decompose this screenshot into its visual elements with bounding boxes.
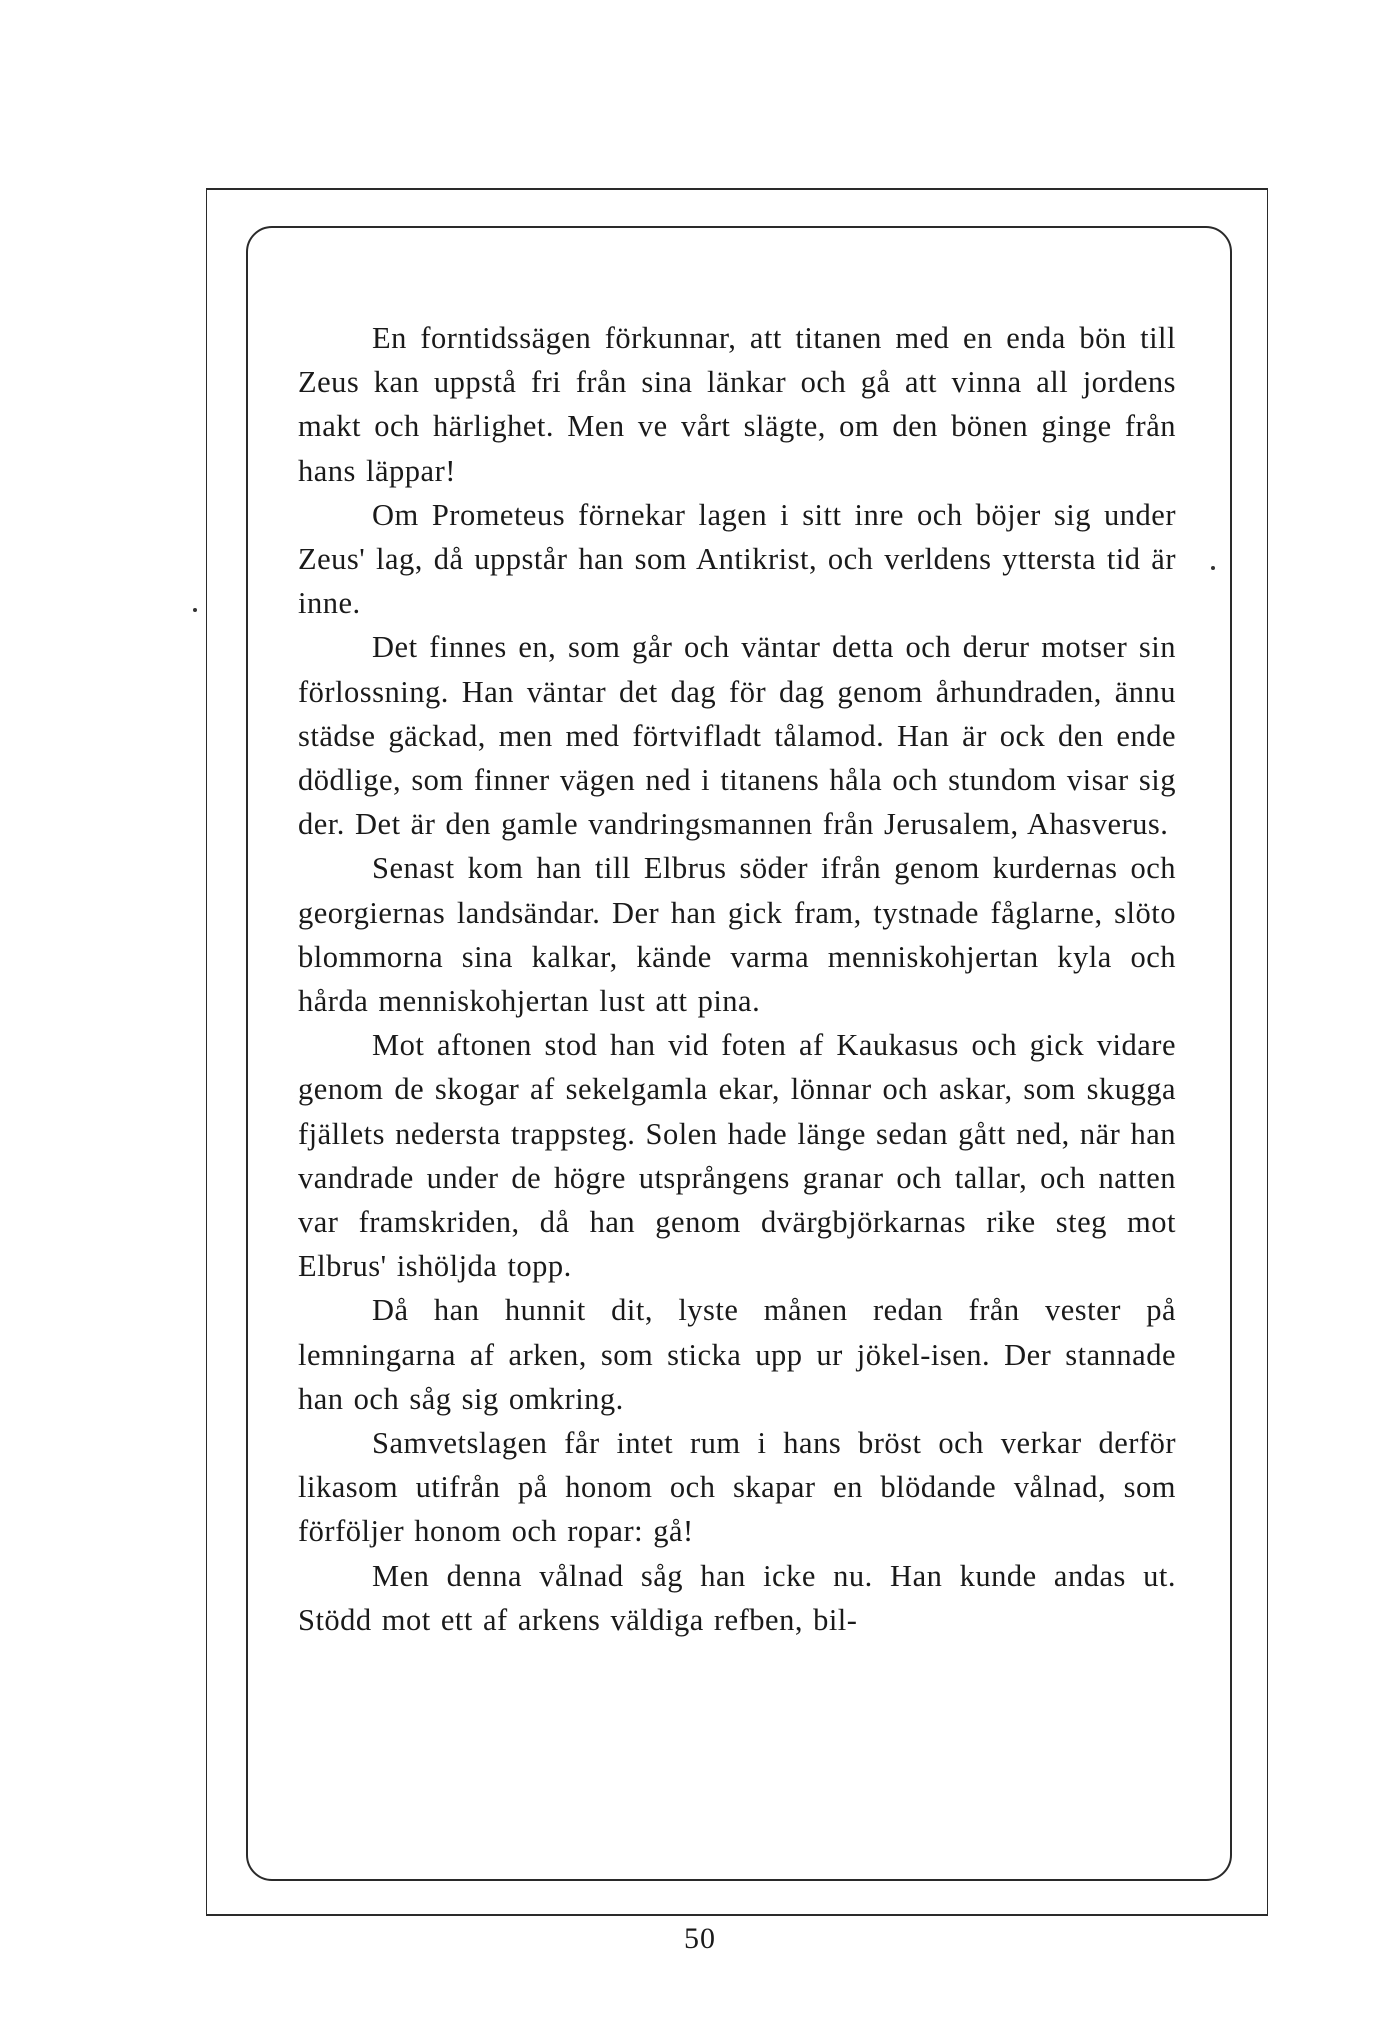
- paragraph-1: En forntidssägen förkunnar, att titanen med en enda bön till Zeus kan uppstå fri från sina länkar och gå att vinna all jordens makt och härlighet. Men ve vårt slägte, om den bönen ginge från hans läppar!: [298, 321, 1176, 488]
- paragraph-5: Mot aftonen stod han vid foten af Kaukasus och gick vidare genom de skogar af sekelgamla ekar, lönnar och askar, som skugga fjällets nedersta trappsteg. Solen hade länge sedan gått ned, när han vandrade under de högre utsprångens granar och tallar, och natten var framskriden, då han genom dvärgbjörkarnas rike steg mot Elbrus' ishöljda topp.: [298, 1028, 1176, 1284]
- paragraph-6: Då han hunnit dit, lyste månen redan från vester på lemningarna af arken, som sticka upp ur jökel-isen. Der stannade han och såg sig omkring.: [298, 1293, 1176, 1416]
- paragraph-8: Men denna vålnad såg han icke nu. Han kunde andas ut. Stödd mot ett af arkens väldiga refben, bil-: [298, 1558, 1176, 1637]
- body-text: [298, 316, 1176, 1642]
- stray-dot-right: [1211, 566, 1215, 570]
- paragraph-2: Om Prometeus förnekar lagen i sitt inre och böjer sig under Zeus' lag, då uppstår han som Antikrist, och verldens yttersta tid är inne.: [298, 497, 1176, 621]
- paragraph-3: Det finnes en, som går och väntar detta och derur motser sin förlossning. Han väntar det dag för dag genom århundraden, ännu städse gäckad, men med förtvifladt tålamod. Han är ock den ende dödlige, som finner vägen ned i titanens håla och stundom visar sig der. Det är den gamle vandringsmannen från Jerusalem, Ahasverus.: [298, 630, 1176, 842]
- paragraph-4: Senast kom han till Elbrus söder ifrån genom kurdernas och georgiernas landsändar. Der han gick fram, tystnade fåglarne, slöto blommorna sina kalkar, kände varma menniskohjertan kyla och hårda menniskohjertan lust att pina.: [298, 851, 1176, 1019]
- page-number: 50: [684, 1922, 716, 1955]
- stray-dot-left: [193, 608, 197, 612]
- paragraph-7: Samvetslagen får intet rum i hans bröst och verkar derför likasom utifrån på honom och skapar en blödande vålnad, som förföljer honom och ropar: gå!: [298, 1426, 1176, 1549]
